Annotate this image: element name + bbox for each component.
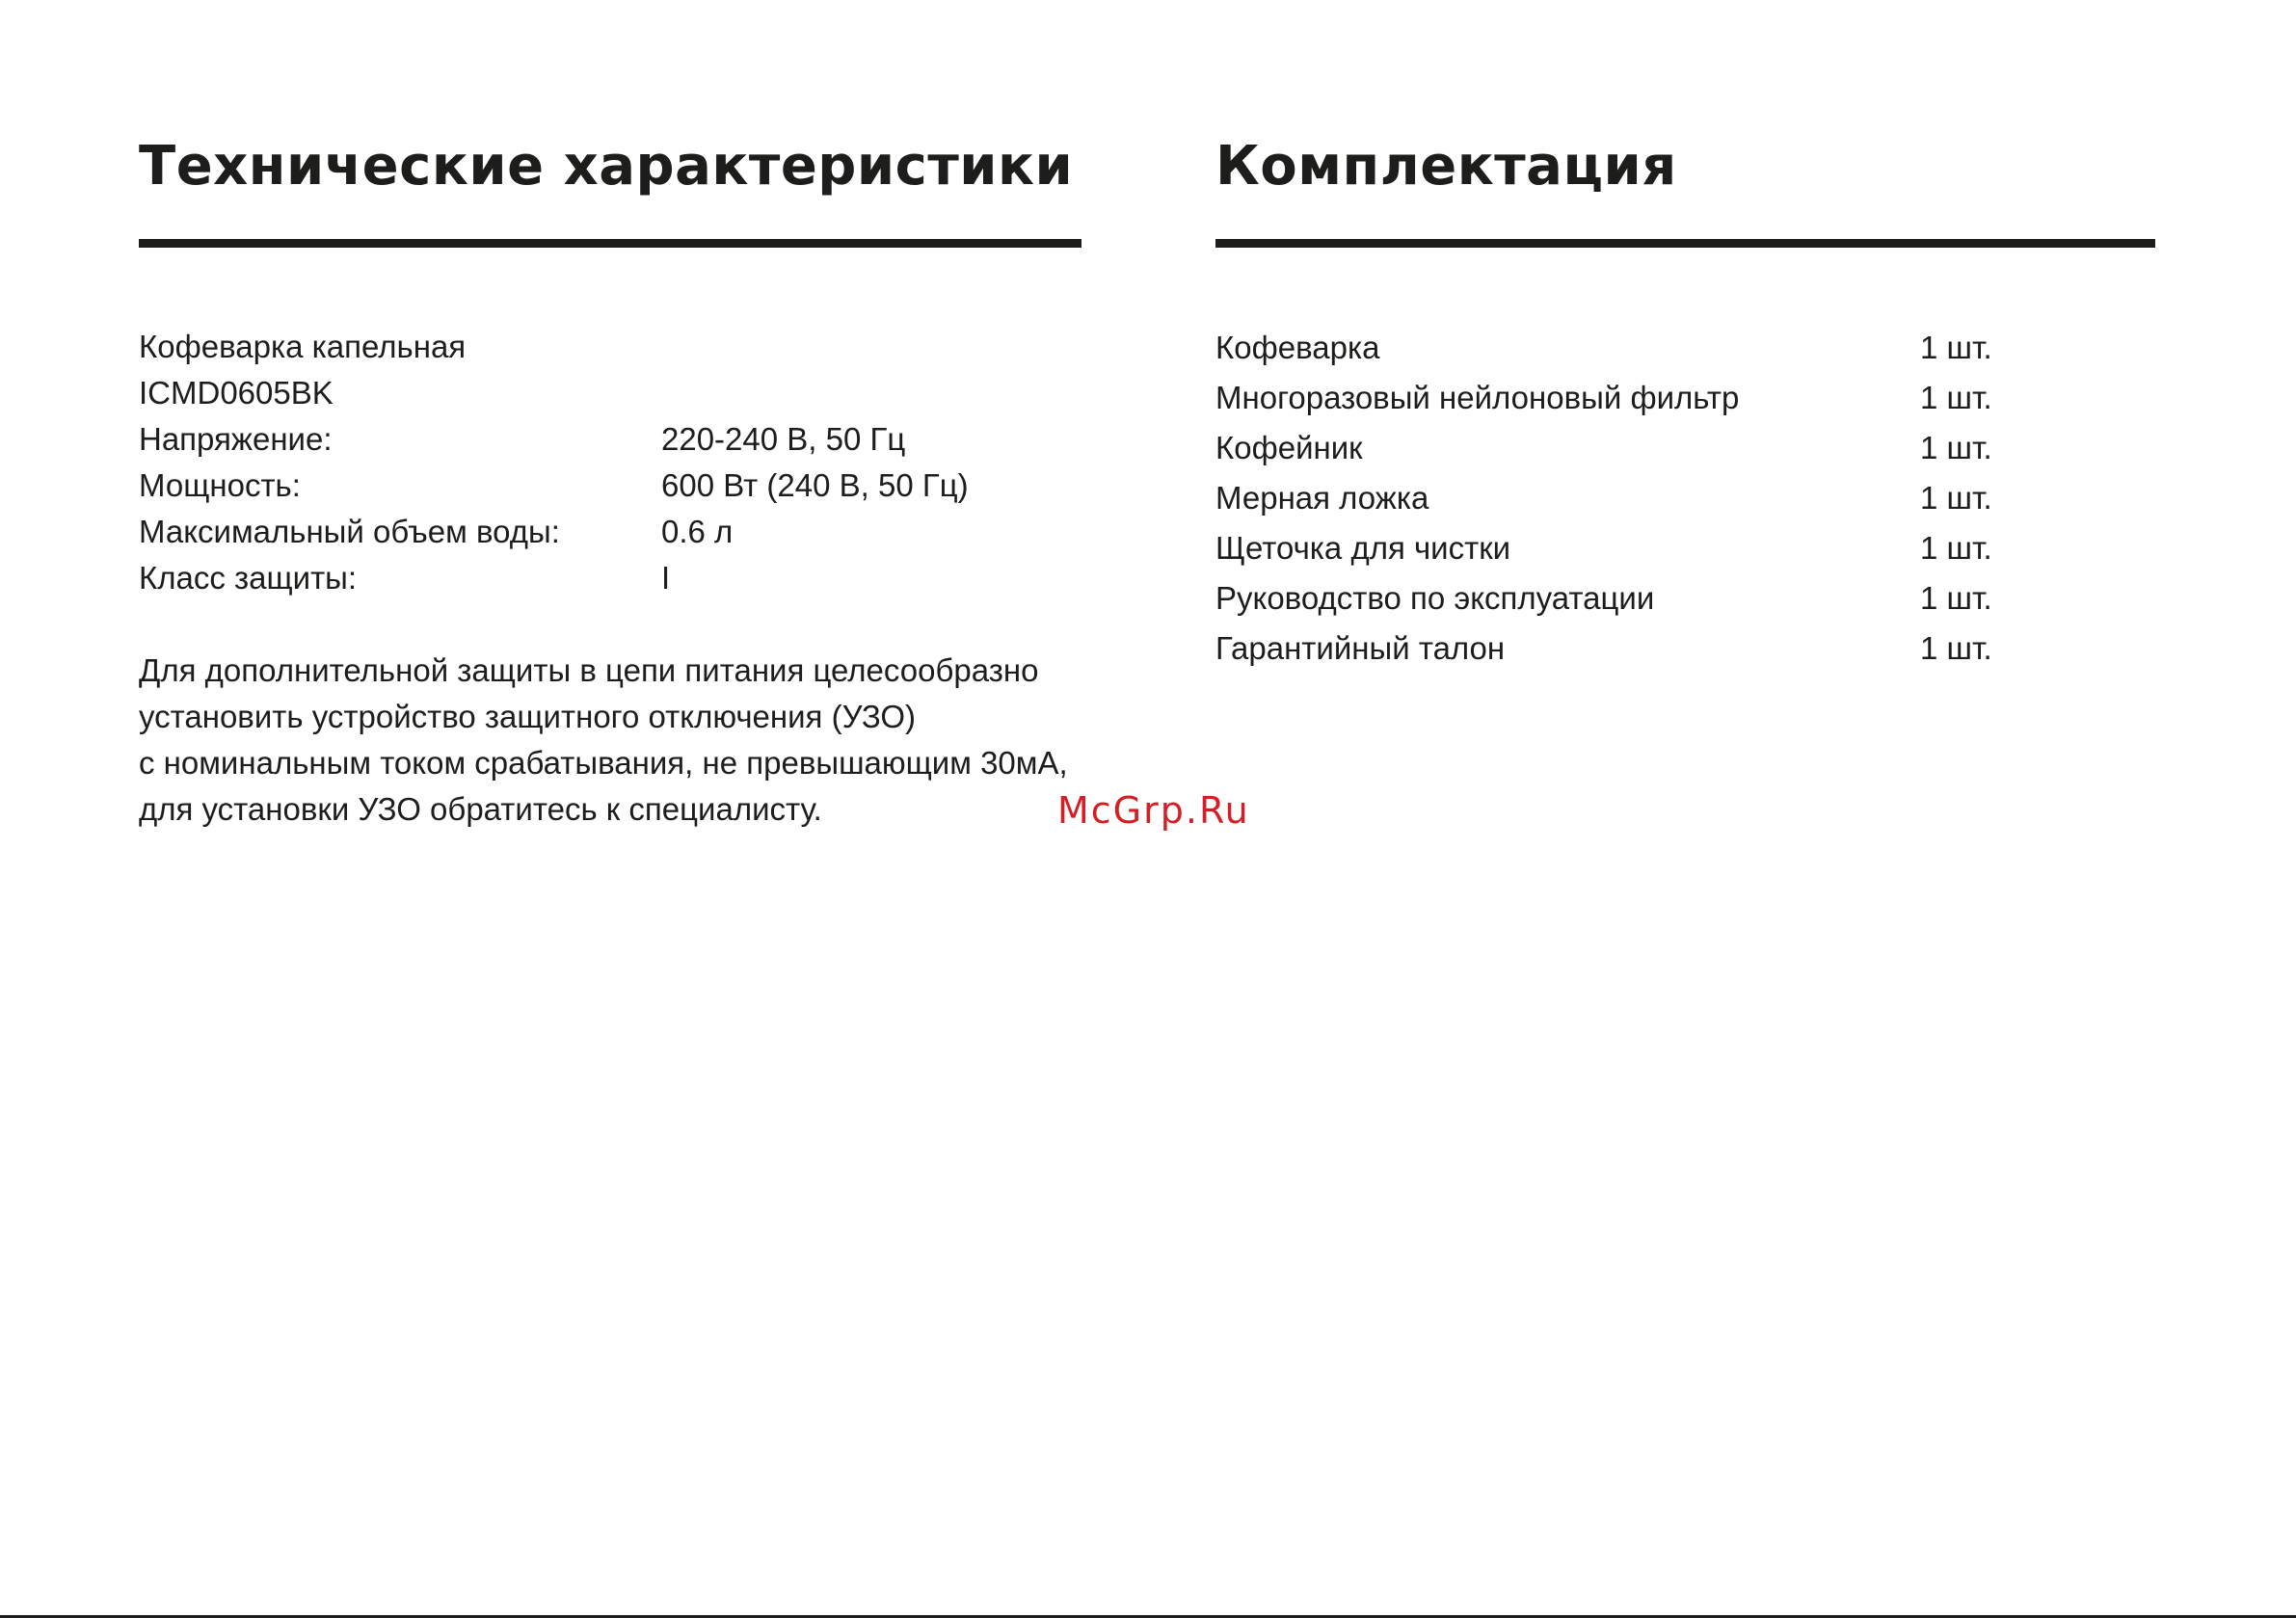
kit-item-qty: 1 шт. — [1920, 630, 1992, 666]
spec-row-voltage — [139, 416, 1081, 463]
spec-value: I — [661, 560, 671, 596]
specs-list — [139, 324, 1081, 601]
safety-note — [139, 648, 1093, 833]
kit-item-name: Кофеварка — [1215, 330, 1380, 365]
kit-item — [1215, 625, 2155, 676]
note-line: Для дополнительной защиты в цепи питания целесообразно — [139, 652, 1039, 688]
spec-row-water-volume — [139, 509, 1081, 555]
spec-label: Максимальный объем воды: — [139, 514, 560, 549]
kit-item-qty: 1 шт. — [1920, 530, 1992, 566]
kit-list — [1215, 325, 2155, 676]
kit-item-qty: 1 шт. — [1920, 480, 1992, 516]
spec-value: 600 Вт (240 В, 50 Гц) — [661, 467, 969, 503]
kit-item-name: Многоразовый нейлоновый фильтр — [1215, 380, 1740, 415]
kit-item — [1215, 325, 2155, 375]
product-model: ICMD0605BK — [139, 375, 334, 411]
note-line: для установки УЗО обратитесь к специалисту. — [139, 791, 822, 827]
kit-item-qty: 1 шт. — [1920, 380, 1992, 415]
spec-row-power — [139, 463, 1081, 509]
kit-item-name: Кофейник — [1215, 430, 1363, 465]
kit-title-rule — [1215, 239, 2155, 248]
kit-item-name: Мерная ложка — [1215, 480, 1429, 516]
kit-item-name: Щеточка для чистки — [1215, 530, 1511, 566]
kit-title: Комплектация — [1215, 135, 1677, 198]
kit-item-name: Руководство по эксплуатации — [1215, 580, 1655, 616]
spec-value: 0.6 л — [661, 514, 734, 549]
kit-item — [1215, 575, 2155, 625]
kit-item — [1215, 425, 2155, 475]
kit-item — [1215, 475, 2155, 525]
kit-item-qty: 1 шт. — [1920, 580, 1992, 616]
note-line: с номинальным током срабатывания, не превышающим 30мА, — [139, 745, 1068, 781]
spec-label: Класс защиты: — [139, 560, 358, 596]
kit-item — [1215, 375, 2155, 425]
watermark: McGrp.Ru — [1057, 789, 1250, 832]
kit-item — [1215, 525, 2155, 575]
kit-item-qty: 1 шт. — [1920, 430, 1992, 465]
specs-title-rule — [139, 239, 1081, 248]
spec-row-protection-class — [139, 555, 1081, 601]
note-line: установить устройство защитного отключения (УЗО) — [139, 699, 917, 734]
product-name: Кофеварка капельная — [139, 329, 467, 364]
specs-title: Технические характеристики — [139, 135, 1074, 198]
spec-value: 220-240 В, 50 Гц — [661, 421, 906, 457]
spec-label: Мощность: — [139, 467, 301, 503]
spec-label: Напряжение: — [139, 421, 333, 457]
kit-item-name: Гарантийный талон — [1215, 630, 1506, 666]
kit-item-qty: 1 шт. — [1920, 330, 1992, 365]
